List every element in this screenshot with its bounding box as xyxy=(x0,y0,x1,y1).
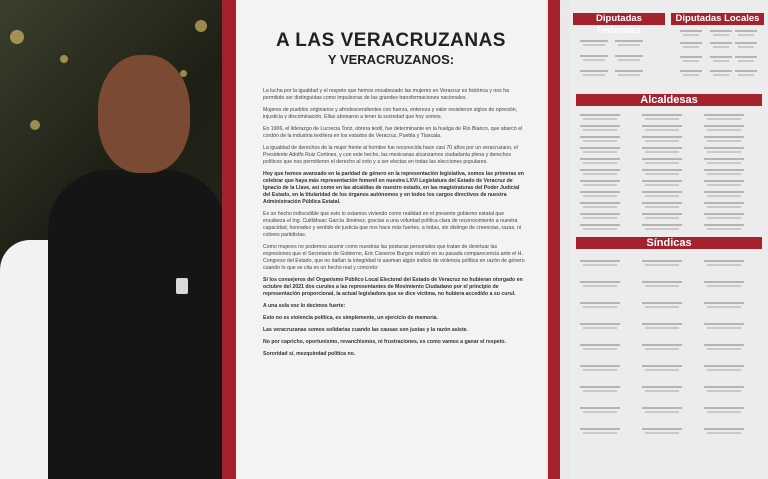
signatory-name-placeholder xyxy=(707,369,741,371)
diputadas-locales-header: Diputadas Locales xyxy=(671,13,764,25)
left-accent-bar xyxy=(222,0,236,479)
signatory-name-placeholder xyxy=(618,44,640,46)
signatory-name-placeholder xyxy=(580,202,620,204)
signatory-name-placeholder xyxy=(645,411,679,413)
signatory-name-placeholder xyxy=(583,59,605,61)
signatory-name-placeholder xyxy=(645,306,679,308)
paragraph: No por capricho, oportunismo, revanchismos, ni frustraciones, es como vamos a ganar el respeto. xyxy=(263,339,507,345)
signatory-name-placeholder xyxy=(707,162,741,164)
signatory-name-placeholder xyxy=(580,147,620,149)
signatory-name-placeholder xyxy=(680,70,702,72)
signatory-name-placeholder xyxy=(580,281,620,283)
letter-subtitle: Y VERACRUZANOS: xyxy=(327,52,455,67)
signatory-name-placeholder xyxy=(704,147,744,149)
signatory-name-placeholder xyxy=(642,180,682,182)
signatory-name-placeholder xyxy=(618,74,640,76)
signatory-name-placeholder xyxy=(615,55,643,57)
signatory-name-placeholder xyxy=(583,390,617,392)
signatory-name-placeholder xyxy=(683,34,699,36)
signatory-name-placeholder xyxy=(583,228,617,230)
paragraph: Sororidad sí, mezquindad política no. xyxy=(263,351,356,357)
alcaldesas-header: Alcaldesas xyxy=(576,94,762,106)
paragraph: Esto no es violencia política, es simplemente, un ejercicio de memoria. xyxy=(263,315,438,321)
signatory-name-placeholder xyxy=(583,348,617,350)
signatory-name-placeholder xyxy=(738,74,754,76)
signatory-name-placeholder xyxy=(710,70,732,72)
paragraph: Mujeres de pueblos originarios y afrodescendientes con fuerza, entereza y valor resistieron siglos de opresión, injusticia y discriminación. Ellas abonaron a tener la sociedad que hoy somos. xyxy=(263,107,518,120)
signatory-name-placeholder xyxy=(738,34,754,36)
signatory-name-placeholder xyxy=(642,114,682,116)
open-letter xyxy=(236,0,546,479)
signatory-name-placeholder xyxy=(645,285,679,287)
signatory-name-placeholder xyxy=(645,162,679,164)
signatory-name-placeholder xyxy=(642,281,682,283)
signatory-name-placeholder xyxy=(710,30,732,32)
signatory-name-placeholder xyxy=(583,432,617,434)
signatory-name-placeholder xyxy=(645,217,679,219)
signatory-name-placeholder xyxy=(580,169,620,171)
vest-logo-icon xyxy=(176,278,188,294)
signatory-name-placeholder xyxy=(642,428,682,430)
signatory-name-placeholder xyxy=(580,386,620,388)
signatory-name-placeholder xyxy=(710,42,732,44)
signatory-name-placeholder xyxy=(615,70,643,72)
signatory-name-placeholder xyxy=(645,390,679,392)
signatory-name-placeholder xyxy=(645,432,679,434)
signatory-name-placeholder xyxy=(713,74,729,76)
signatory-name-placeholder xyxy=(645,348,679,350)
signatory-name-placeholder xyxy=(580,125,620,127)
signatory-name-placeholder xyxy=(707,140,741,142)
signatory-name-placeholder xyxy=(583,173,617,175)
signatory-name-placeholder xyxy=(707,173,741,175)
signatory-name-placeholder xyxy=(642,344,682,346)
signatory-name-placeholder xyxy=(704,224,744,226)
signatory-name-placeholder xyxy=(580,180,620,182)
signatory-name-placeholder xyxy=(680,42,702,44)
paragraph: La lucha por la igualdad y el respeto que hemos encabezado las mujeres en Veracruz es histórica y nos ha permitido ser distinguidas como impulsoras de las grandes transformaciones nacionales. xyxy=(263,88,509,101)
signatory-name-placeholder xyxy=(704,191,744,193)
signatory-name-placeholder xyxy=(707,228,741,230)
signatory-name-placeholder xyxy=(707,129,741,131)
signatory-name-placeholder xyxy=(645,228,679,230)
signatory-name-placeholder xyxy=(704,169,744,171)
signatory-name-placeholder xyxy=(618,59,640,61)
signatory-name-placeholder xyxy=(580,70,608,72)
signatory-name-placeholder xyxy=(642,407,682,409)
signatory-name-placeholder xyxy=(735,70,757,72)
signatory-name-placeholder xyxy=(707,264,741,266)
signatory-name-placeholder xyxy=(642,213,682,215)
signatory-name-placeholder xyxy=(642,136,682,138)
paragraph: Como mujeres no podemos asumir como nuestras las posturas personales que tratan de devirtuar las expresiones que el Secretario de Gobierno, Eric Cisneros Burgos realizó en su pasada comparecencia ante el H. Congreso del Estado, que no dañan la integridad ni asoman algún indicio de violencia política en razón de género cuando lo que se cita es un hecho real y concreto: xyxy=(263,244,525,271)
sindicas-header: Síndicas xyxy=(576,237,762,249)
signatory-name-placeholder xyxy=(642,202,682,204)
signatory-name-placeholder xyxy=(583,264,617,266)
signatory-name-placeholder xyxy=(580,213,620,215)
signatory-name-placeholder xyxy=(580,191,620,193)
signatory-name-placeholder xyxy=(645,195,679,197)
signatory-name-placeholder xyxy=(642,125,682,127)
signatory-name-placeholder xyxy=(738,46,754,48)
signatory-name-placeholder xyxy=(645,173,679,175)
signatory-name-placeholder xyxy=(645,206,679,208)
signatory-name-placeholder xyxy=(645,140,679,142)
signatory-name-placeholder xyxy=(580,158,620,160)
signatory-name-placeholder xyxy=(704,428,744,430)
signatory-name-placeholder xyxy=(704,180,744,182)
signatory-name-placeholder xyxy=(707,348,741,350)
signatory-name-placeholder xyxy=(704,281,744,283)
signatory-name-placeholder xyxy=(680,56,702,58)
signatory-name-placeholder xyxy=(615,40,643,42)
signatory-name-placeholder xyxy=(707,285,741,287)
signatory-name-placeholder xyxy=(683,60,699,62)
signatory-name-placeholder xyxy=(704,365,744,367)
signatory-name-placeholder xyxy=(580,114,620,116)
paragraph: Hoy que hemos avanzado en la paridad de género en la representación legislativa, somos las primeras en celebrar que haya más representación femenil en nuestra LXVI Legislatura del Estado de Veracruz de Ignacio de la Llave, así como en las alcaldías de nuestro estado, en las magistraturas del Poder Judicial del Estado, en la titularidad de los órganos autónomos y en todos los cargos directivos de nuestra Administración Pública Estatal. xyxy=(263,171,524,205)
signatory-name-placeholder xyxy=(735,42,757,44)
signatory-name-placeholder xyxy=(704,114,744,116)
signatory-name-placeholder xyxy=(642,365,682,367)
signatory-name-placeholder xyxy=(713,34,729,36)
signatory-name-placeholder xyxy=(707,206,741,208)
signatory-name-placeholder xyxy=(704,213,744,215)
signatory-name-placeholder xyxy=(580,365,620,367)
signatory-name-placeholder xyxy=(707,118,741,120)
signatory-name-placeholder xyxy=(580,407,620,409)
signatory-name-placeholder xyxy=(583,44,605,46)
signatory-name-placeholder xyxy=(583,369,617,371)
signatory-name-placeholder xyxy=(713,60,729,62)
signatory-name-placeholder xyxy=(580,302,620,304)
signatory-name-placeholder xyxy=(707,411,741,413)
signatory-name-placeholder xyxy=(707,306,741,308)
signatory-name-placeholder xyxy=(580,224,620,226)
signatories-panel xyxy=(570,0,768,479)
signatory-name-placeholder xyxy=(645,129,679,131)
signatory-name-placeholder xyxy=(704,302,744,304)
paragraph: La igualdad de derechos de la mujer frente al hombre fue reconocida hace casi 70 años por un veracruzano, el Presidente Adolfo Ruiz Cortines, y con este hecho, las mexicanas alcanzamos ciudadanía plena y derechos políticos que nos permitieron el derecho al voto y a ser electas en todas las elecciones populares. xyxy=(263,145,518,165)
signatory-name-placeholder xyxy=(683,46,699,48)
signatory-name-placeholder xyxy=(583,306,617,308)
signatory-name-placeholder xyxy=(642,386,682,388)
signatory-name-placeholder xyxy=(704,260,744,262)
signatory-name-placeholder xyxy=(580,136,620,138)
signatory-name-placeholder xyxy=(583,74,605,76)
paragraph: Es un hecho indiscutible que esto lo estamos viviendo como realidad en el presente gobierno estatal que encabeza el Ing. Cuitláhuac García Jiménez, gracias a una voluntad política clara de reconocimiento a nuestra capacidad, honradez y sentido de justicia que nos hace más fuertes, a todas, sin distingo de creencias, razas, ni colores partidistas. xyxy=(263,211,522,238)
signatory-name-placeholder xyxy=(704,202,744,204)
signatory-name-placeholder xyxy=(710,56,732,58)
signatory-name-placeholder xyxy=(645,151,679,153)
signatory-name-placeholder xyxy=(707,327,741,329)
signatory-name-placeholder xyxy=(683,74,699,76)
signatory-name-placeholder xyxy=(680,30,702,32)
signatory-name-placeholder xyxy=(642,169,682,171)
right-accent-bar xyxy=(548,0,560,479)
signatory-name-placeholder xyxy=(738,60,754,62)
signatory-name-placeholder xyxy=(645,327,679,329)
signatory-name-placeholder xyxy=(642,224,682,226)
signatory-name-placeholder xyxy=(642,260,682,262)
signatory-name-placeholder xyxy=(707,432,741,434)
signatory-name-placeholder xyxy=(645,369,679,371)
signatory-name-placeholder xyxy=(583,217,617,219)
signatory-name-placeholder xyxy=(580,260,620,262)
diputadas-federales-header: Diputadas Federales xyxy=(573,13,665,25)
signatory-name-placeholder xyxy=(580,323,620,325)
signatory-name-placeholder xyxy=(707,217,741,219)
signatory-name-placeholder xyxy=(642,191,682,193)
signatory-name-placeholder xyxy=(583,195,617,197)
signatory-name-placeholder xyxy=(583,411,617,413)
signatory-name-placeholder xyxy=(642,147,682,149)
signatory-name-placeholder xyxy=(583,327,617,329)
signatory-name-placeholder xyxy=(704,323,744,325)
signatory-name-placeholder xyxy=(583,184,617,186)
signatory-name-placeholder xyxy=(580,344,620,346)
signatory-name-placeholder xyxy=(583,118,617,120)
signatory-name-placeholder xyxy=(583,151,617,153)
signatory-name-placeholder xyxy=(707,390,741,392)
signatory-name-placeholder xyxy=(645,264,679,266)
signatory-name-placeholder xyxy=(642,323,682,325)
hero-photo xyxy=(0,0,222,479)
signatory-name-placeholder xyxy=(704,407,744,409)
signatory-name-placeholder xyxy=(580,40,608,42)
paragraph: En 1906, el liderazgo de Lucrecia Toriz, obrera textil, fue determinante en la huelga de Río Blanco, que abarcó el cordón de la industria textilera en los estados de Veracruz, Puebla y Tlaxcala. xyxy=(263,126,523,139)
letter-title: A LAS VERACRUZANAS xyxy=(276,30,506,51)
signatory-name-placeholder xyxy=(735,30,757,32)
signatory-name-placeholder xyxy=(583,129,617,131)
signatory-name-placeholder xyxy=(713,46,729,48)
signatory-name-placeholder xyxy=(583,285,617,287)
signatory-name-placeholder xyxy=(645,118,679,120)
signatory-name-placeholder xyxy=(704,125,744,127)
signatory-name-placeholder xyxy=(580,55,608,57)
signatory-name-placeholder xyxy=(704,158,744,160)
signatory-name-placeholder xyxy=(707,184,741,186)
paragraph: Si los consejeros del Organismo Público Local Electoral del Estado de Veracruz no hubieran otorgado en octubre del 2021 dos curules a las representantes de Movimiento Ciudadano por el principio de representación proporcional, la actual legisladora que se dice víctima, no hubiera accedido a su curul. xyxy=(263,277,523,297)
paragraph: Las veracruzanas somos solidarias cuando las causas son justas y la razón asiste. xyxy=(263,327,468,333)
signatory-name-placeholder xyxy=(735,56,757,58)
letter-body xyxy=(263,88,525,363)
signatory-name-placeholder xyxy=(642,302,682,304)
signatory-name-placeholder xyxy=(580,428,620,430)
signatory-name-placeholder xyxy=(583,206,617,208)
signatory-name-placeholder xyxy=(642,158,682,160)
signatory-name-placeholder xyxy=(645,184,679,186)
signatory-name-placeholder xyxy=(707,151,741,153)
signatory-name-placeholder xyxy=(583,162,617,164)
signatory-name-placeholder xyxy=(704,136,744,138)
signatory-name-placeholder xyxy=(704,386,744,388)
signatory-name-placeholder xyxy=(583,140,617,142)
paragraph: A una sola voz lo decimos fuerte: xyxy=(263,303,346,309)
signatory-name-placeholder xyxy=(707,195,741,197)
signatory-name-placeholder xyxy=(704,344,744,346)
